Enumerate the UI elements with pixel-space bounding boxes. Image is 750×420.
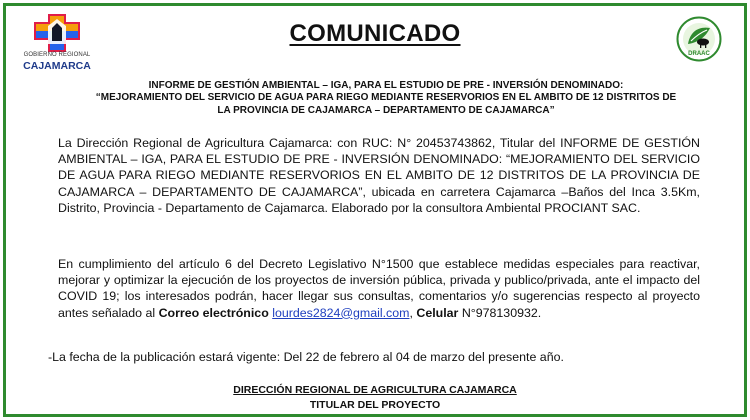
page-title: COMUNICADO: [289, 20, 461, 47]
seal-caption: DRAAC: [688, 51, 710, 57]
report-subheading: [76, 80, 696, 117]
draag-logo: [676, 16, 722, 62]
phone-label: Celular: [416, 305, 459, 320]
subheading-line: INFORME DE GESTIÓN AMBIENTAL – IGA, PARA EL ESTUDIO DE PRE - INVERSIÓN DENOMINADO:: [148, 80, 624, 91]
document-frame: [3, 3, 747, 417]
intro-paragraph: La Dirección Regional de Agricultura Cajamarca: con RUC: N° 20453743862, Titular del INFORME DE GESTIÓN AMBIENTAL – IGA, PARA EL ESTUDIO DE PRE - INVERSIÓN DENOMINADO: “MEJORAMIENTO DEL SERVICIO DE AGUA PARA RIEGO MEDIANTE RESERVORIOS EN EL AMBITO DE 12 DISTRITOS DE LA PROVINCIA DE CAJAMARCA – DEPARTAMENTO DE CAJAMARCA”, ubicada en carretera Cajamarca –Baños del Inca 3.5Km, Distrito, Provincia - Departamento de Cajamarca. Elaborado por la consultora Ambiental PROCIANT SAC.: [58, 136, 700, 215]
email-label: Correo electrónico: [158, 305, 269, 320]
email-link[interactable]: lourdes2824@gmail.com: [272, 305, 410, 320]
phone-number: N°978130932.: [461, 305, 542, 320]
logo-caption: GOBIERNO REGIONAL: [23, 52, 91, 58]
signature-role: TITULAR DEL PROYECTO: [309, 399, 441, 411]
subheading-line: “MEJORAMIENTO DEL SERVICIO DE AGUA PARA RIEGO MEDIANTE RESERVORIOS EN EL AMBITO DE 12 DISTRITOS DE: [95, 92, 677, 104]
consultation-text: En cumplimiento del artículo 6 del Decreto Legislativo N°1500 que establece medidas especiales para reactivar, mejorar y optimizar la ejecución de los proyectos de inversión pública, privada y publico/privada, ante el impacto del COVID 19; los interesados podrán, hacer llegar sus consultas, comentarios y/o sugerencias respecto al proyecto antes señalado al: [58, 257, 700, 320]
subheading-line: LA PROVINCIA DE CAJAMARCA – DEPARTAMENTO DE CAJAMARCA”: [217, 104, 555, 116]
draag-circular-seal-icon: [676, 16, 722, 62]
publication-dates: -La fecha de la publicación estará vigente: Del 22 de febrero al 04 de marzo del presente año.: [48, 350, 564, 364]
consultation-paragraph: En cumplimiento del artículo 6 del Decreto Legislativo N°1500 que establece medidas especiales para reactivar, mejorar y optimizar la ejecución de los proyectos de inversión pública, privada y publico/privada, ante el impacto del COVID 19; los interesados podrán, hacer llegar sus consultas, comentarios y/o sugerencias respecto al proyecto antes señalado al Correo electrónico lourdes2824@gmail.com, Celular N°978130932.: [58, 257, 700, 320]
signature-organization: DIRECCIÓN REGIONAL DE AGRICULTURA CAJAMARCA: [233, 384, 517, 396]
logo-region-name: CAJAMARCA: [23, 60, 91, 72]
